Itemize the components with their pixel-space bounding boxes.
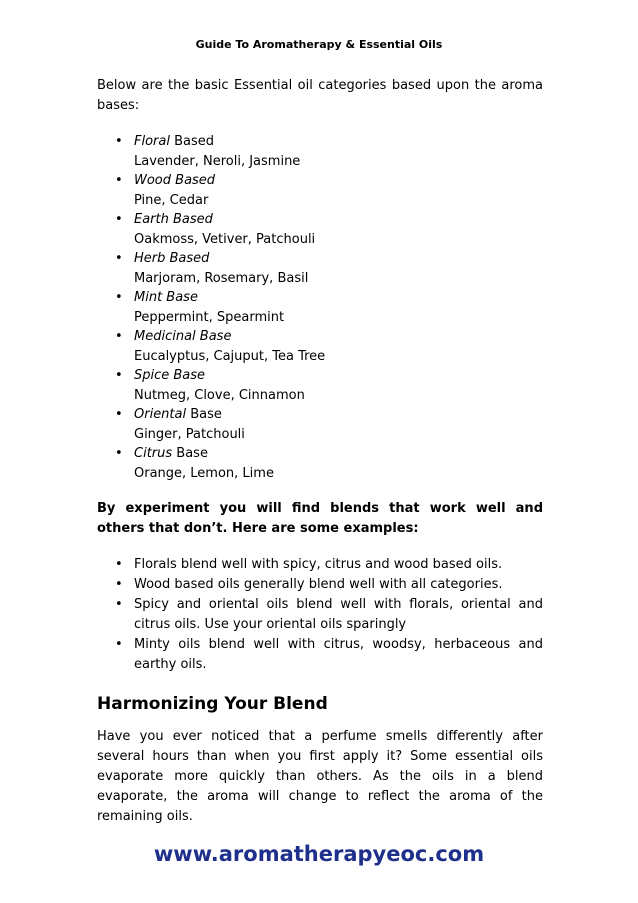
- bullet-icon: •: [115, 577, 123, 592]
- category-examples: Orange, Lemon, Lime: [134, 465, 274, 481]
- bullet-icon: •: [115, 212, 123, 227]
- bullet-icon: •: [115, 446, 123, 461]
- category-name: Mint Base: [134, 290, 198, 305]
- bullet-icon: •: [115, 597, 123, 612]
- list-item: [97, 171, 543, 210]
- category-name: Citrus: [134, 446, 173, 461]
- category-examples: Lavender, Neroli, Jasmine: [134, 153, 301, 169]
- category-name: Floral: [134, 134, 170, 149]
- bullet-icon: •: [115, 407, 123, 422]
- category-examples: Peppermint, Spearmint: [134, 309, 285, 325]
- examples-list: [97, 555, 543, 675]
- category-name: Earth Based: [134, 212, 213, 227]
- bullet-icon: •: [115, 173, 123, 188]
- category-name-suffix: Based: [169, 134, 215, 149]
- list-item: [97, 405, 543, 444]
- category-examples: Eucalyptus, Cajuput, Tea Tree: [134, 348, 326, 364]
- page-content: [97, 76, 543, 827]
- footer: [0, 842, 638, 866]
- page-header: Guide To Aromatherapy & Essential Oils: [195, 38, 443, 51]
- bullet-icon: •: [115, 290, 123, 305]
- category-name: Oriental: [134, 407, 187, 422]
- bullet-icon: •: [115, 329, 123, 344]
- category-name-suffix: Base: [186, 407, 222, 422]
- list-item: [97, 555, 543, 575]
- list-item: [97, 327, 543, 366]
- list-item: [97, 366, 543, 405]
- category-examples: Pine, Cedar: [134, 192, 209, 208]
- category-list: [97, 132, 543, 483]
- category-name: Herb Based: [134, 251, 210, 266]
- category-name-suffix: Base: [172, 446, 208, 461]
- section-body: Have you ever noticed that a perfume smells differently after several hours than when you first apply it? Some essential oils evaporate more quickly than others. As the oils in a blend evaporate, the aroma will change to reflect the aroma of the remaining oils.: [97, 729, 543, 824]
- example-text: Wood based oils generally blend well with all categories.: [134, 577, 503, 592]
- example-text: Florals blend well with spicy, citrus and wood based oils.: [134, 557, 503, 572]
- category-examples: Oakmoss, Vetiver, Patchouli: [134, 231, 316, 247]
- category-examples: Nutmeg, Clove, Cinnamon: [134, 387, 305, 403]
- list-item: [97, 444, 543, 483]
- bullet-icon: •: [115, 637, 123, 652]
- website-link[interactable]: www.aromatherapyeoc.com: [153, 842, 485, 866]
- category-name: Medicinal Base: [134, 329, 232, 344]
- list-item: [97, 575, 543, 595]
- category-examples: Marjoram, Rosemary, Basil: [134, 270, 309, 286]
- list-item: [97, 595, 543, 635]
- intro-paragraph: Below are the basic Essential oil categories based upon the aroma bases:: [97, 78, 543, 113]
- list-item: [97, 132, 543, 171]
- category-name: Spice Base: [134, 368, 206, 383]
- category-examples: Ginger, Patchouli: [134, 426, 245, 442]
- examples-heading: By experiment you will find blends that work well and others that don’t. Here are some examples:: [97, 501, 543, 536]
- list-item: [97, 635, 543, 675]
- example-text: Spicy and oriental oils blend well with florals, oriental and citrus oils. Use your oriental oils sparingly: [134, 597, 543, 632]
- bullet-icon: •: [115, 368, 123, 383]
- list-item: [97, 249, 543, 288]
- example-text: Minty oils blend well with citrus, woodsy, herbaceous and earthy oils.: [134, 637, 543, 672]
- list-item: [97, 210, 543, 249]
- section-heading: Harmonizing Your Blend: [97, 694, 328, 714]
- bullet-icon: •: [115, 134, 123, 149]
- bullet-icon: •: [115, 251, 123, 266]
- list-item: [97, 288, 543, 327]
- bullet-icon: •: [115, 557, 123, 572]
- category-name: Wood Based: [134, 173, 216, 188]
